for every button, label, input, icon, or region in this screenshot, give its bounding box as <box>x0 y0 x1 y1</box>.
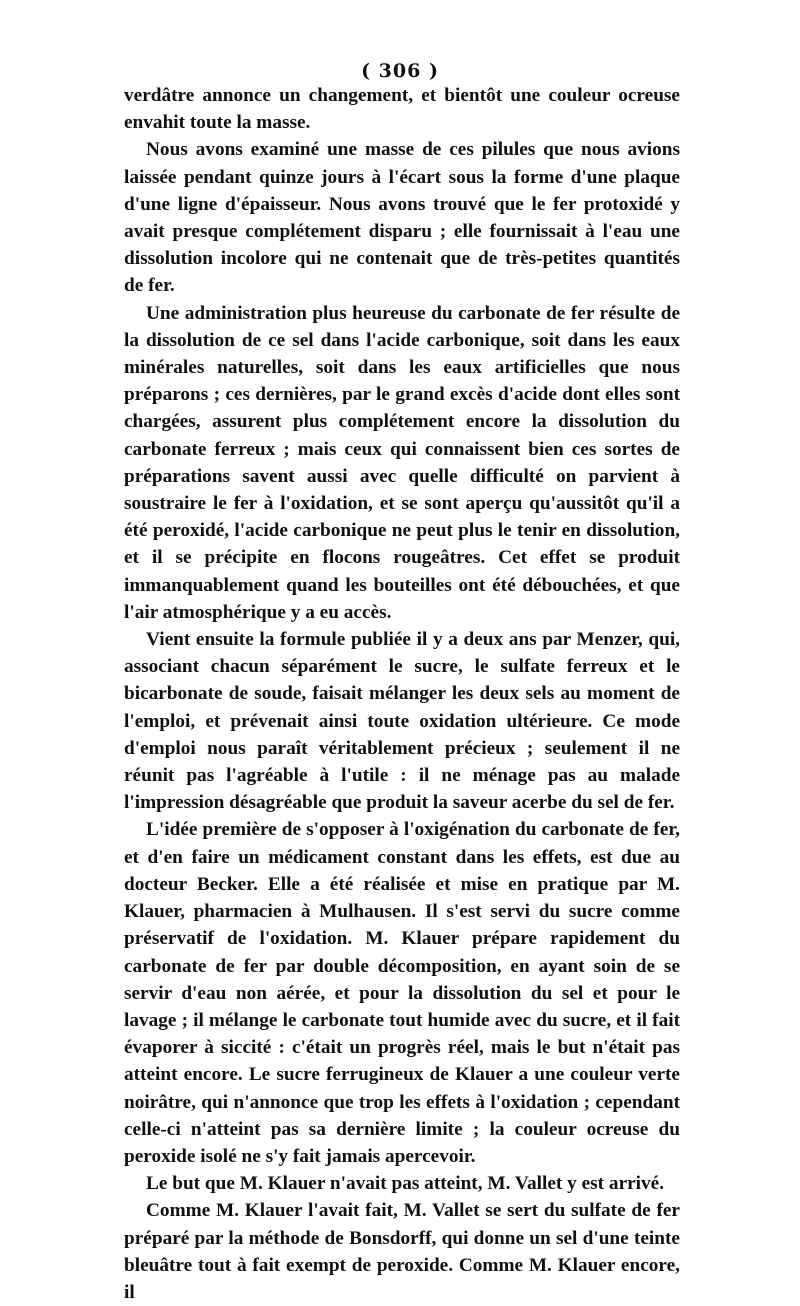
paragraph-1: verdâtre annonce un changement, et bientôt une couleur ocreuse envahit toute la masse. <box>124 85 680 134</box>
page-number: ( 306 ) <box>361 60 439 82</box>
paragraph-2: Nous avons examiné une masse de ces pilules que nous avions laissée pendant quinze jours à l'écart sous la forme d'une plaque d'une ligne d'épaisseur. Nous avons trouvé que le fer protoxidé y avait presque complétement disparu ; elle fournissait à l'eau une dissolution incolore qui ne contenait que de très-petites quantités de fer. <box>124 139 680 297</box>
paragraph-5: L'idée première de s'opposer à l'oxigénation du carbonate de fer, et d'en faire un médicament constant dans les effets, est due au docteur Becker. Elle a été réalisée et mise en pratique par M. Klauer, pharmacien à Mulhausen. Il s'est servi du sucre comme préservatif de l'oxidation. M. Klauer prépare rapidement du carbonate de fer par double décomposition, en ayant soin de se servir d'eau non aérée, et pour la dissolution du sel et pour le lavage ; il mélange le carbonate tout humide avec du sucre, et il fait évaporer à siccité : c'était un progrès réel, mais le but n'était pas atteint encore. Le sucre ferrugineux de Klauer a une couleur verte noirâtre, qui n'annonce que trop les effets à l'oxidation ; cependant celle-ci n'atteint pas sa dernière limite ; la couleur ocreuse du peroxide isolé ne s'y fait jamais apercevoir. <box>124 819 680 1167</box>
paragraph-4: Vient ensuite la formule publiée il y a deux ans par Menzer, qui, associant chacun séparément le sucre, le sulfate ferreux et le bicarbonate de soude, faisait mélanger les deux sels au moment de l'emploi, et prévenait ainsi toute oxidation ultérieure. Ce mode d'emploi nous paraît véritablement précieux ; seulement il ne réunit pas l'agréable à l'utile : il ne ménage pas au malade l'impression désagréable que produit la saveur acerbe du sel de fer. <box>124 629 680 814</box>
paragraph-6: Le but que M. Klauer n'avait pas atteint, M. Vallet y est arrivé. <box>146 1173 665 1195</box>
paragraph-3: Une administration plus heureuse du carbonate de fer résulte de la dissolution de ce sel dans l'acide carbonique, soit dans les eaux minérales naturelles, soit dans les eaux artificielles que nous préparons ; ces dernières, par le grand excès d'acide dont elles sont chargées, assurent plus complétement encore la dissolution du carbonate ferreux ; mais ceux qui connaissent bien ces sortes de préparations savent aussi avec quelle difficulté on parvient à soustraire le fer à l'oxidation, et se sont aperçu qu'aussitôt qu'il a été peroxidé, l'acide carbonique ne peut plus le tenir en dissolution, et il se précipite en flocons rougeâtres. Cet effet se produit immanquablement quand les bouteilles ont été débouchées, et que l'air atmosphérique y a eu accès. <box>124 302 680 623</box>
paragraph-7: Comme M. Klauer l'avait fait, M. Vallet se sert du sulfate de fer préparé par la méthode de Bonsdorff, qui donne un sel d'une teinte bleuâtre tout à fait exempt de peroxide. Comme M. Klauer encore, il <box>124 1200 680 1303</box>
body-text <box>124 82 680 1306</box>
